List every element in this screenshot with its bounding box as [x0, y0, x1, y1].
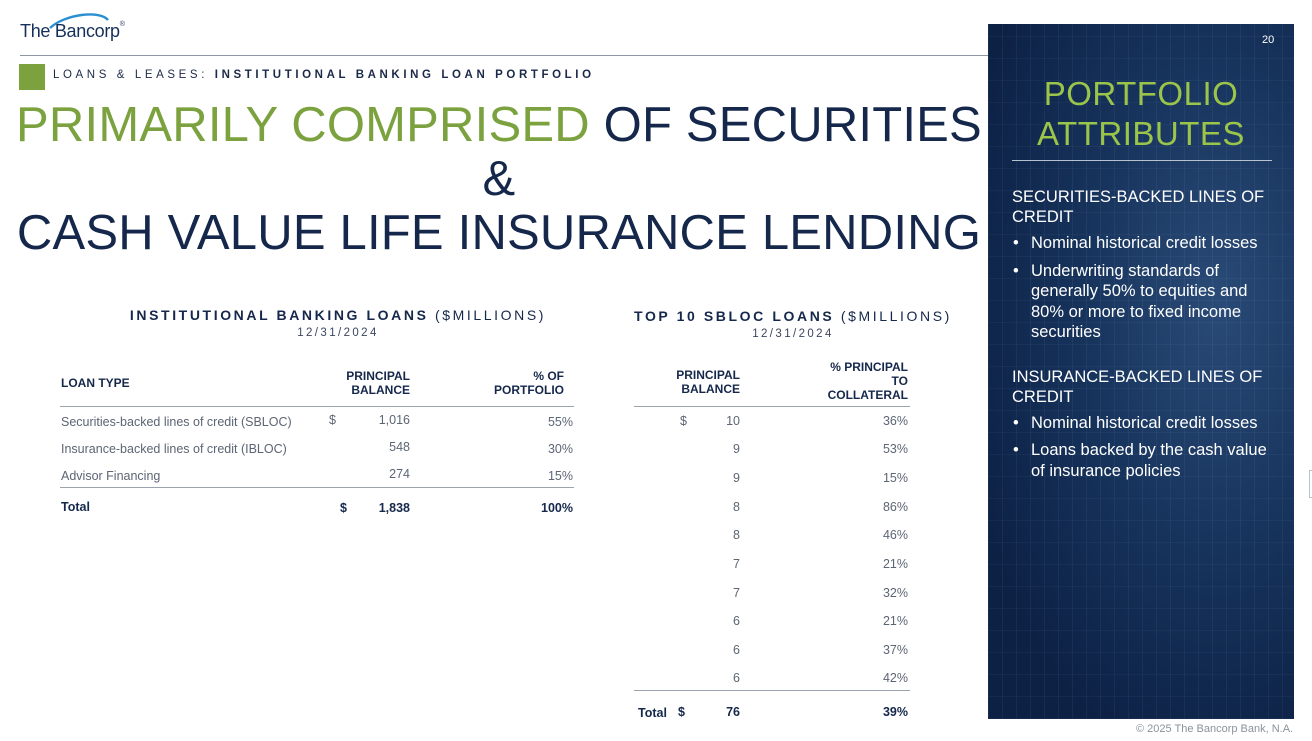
table-row: [640, 671, 910, 685]
bullet-icon: •: [1013, 441, 1019, 459]
table2-row-pct: 21%: [882, 557, 908, 571]
list-item: • Loans backed by the cash value of insurance policies: [1013, 441, 1267, 480]
table2-title-unit: ($MILLIONS): [834, 308, 952, 324]
table2-total-currency: $: [678, 705, 685, 719]
section-prefix: LOANS & LEASES:: [53, 69, 215, 81]
table-row: [640, 528, 910, 542]
portfolio-attributes-panel: [988, 24, 1294, 719]
list-item: • Nominal historical credit losses: [1013, 413, 1258, 432]
page-title: [14, 98, 984, 260]
table1-row1-type: Securities-backed lines of credit (SBLOC): [61, 415, 292, 429]
section-title: INSTITUTIONAL BANKING LOAN PORTFOLIO: [214, 69, 595, 81]
table2-total-balance: 76: [726, 705, 740, 719]
table2-row-pct: 36%: [882, 414, 908, 428]
table1-date: 12/31/2024: [297, 327, 379, 339]
list-item: • Underwriting standards of generally 50% to equities and 80% or more to fixed income securities: [1013, 261, 1248, 341]
table1-row2-type: Insurance-backed lines of credit (IBLOC): [61, 442, 287, 456]
table2-row-pct: 32%: [882, 586, 908, 600]
headline-line1-rest: OF SECURITIES &: [482, 98, 982, 206]
logo-text: The Bancorp: [20, 21, 120, 41]
copyright-notice: © 2025 The Bancorp Bank, N.A.: [1136, 723, 1294, 735]
headline-line2: CASH VALUE LIFE INSURANCE LENDING: [16, 206, 982, 260]
sbloc-heading: SECURITIES-BACKED LINES OF CREDIT: [1012, 188, 1265, 226]
table1-header-loan-type: LOAN TYPE: [61, 376, 130, 390]
table2-date: 12/31/2024: [752, 328, 834, 340]
section-marker: [19, 64, 45, 90]
table1-row2-balance: 548: [389, 440, 410, 454]
table2-row-balance: 10: [726, 414, 740, 428]
sbloc-bullets: [1012, 233, 1282, 343]
table-row: [640, 500, 910, 514]
page-number: 20: [1262, 34, 1275, 46]
table2-row-balance: 9: [733, 442, 740, 456]
panel-divider: [1012, 160, 1272, 161]
table1-total-rule: [60, 487, 574, 488]
list-item: • Nominal historical credit losses: [1013, 234, 1258, 252]
table1-row3-type: Advisor Financing: [61, 469, 161, 483]
table1-row1-pct: 55%: [547, 415, 573, 429]
table2-total-rule: [634, 690, 910, 691]
table2-total-label: Total: [638, 706, 667, 720]
table1-title: [60, 307, 616, 323]
table1-total-pct: 100%: [541, 501, 573, 515]
table2-row-pct: 42%: [882, 671, 908, 685]
table2-row-currency: $: [680, 414, 687, 428]
table-row: [640, 643, 910, 657]
logo-registered-mark: ®: [119, 21, 125, 28]
table1-header-balance: PRINCIPAL BALANCE: [346, 369, 410, 397]
table2-row-pct: 37%: [882, 643, 908, 657]
table2-title-bold: TOP 10 SBLOC LOANS: [634, 308, 835, 324]
bullet-icon: •: [1013, 261, 1019, 280]
table1-row1-currency: $: [329, 413, 336, 427]
table2-row-balance: 9: [733, 471, 740, 485]
table2-row-pct: 86%: [882, 500, 908, 514]
table1-total-label: Total: [61, 500, 90, 514]
table2-header-rule: [634, 406, 910, 407]
table1-row2-pct: 30%: [547, 442, 573, 456]
table2-row-balance: 8: [733, 528, 740, 542]
table-row: [640, 557, 910, 571]
table2-total-pct: 39%: [882, 705, 908, 719]
table2-row-balance: 6: [733, 614, 740, 628]
table1-title-unit: ($MILLIONS): [428, 307, 547, 323]
table-row: [640, 471, 910, 485]
table-row: [640, 414, 910, 428]
table2-row-pct: 46%: [882, 528, 908, 542]
table2-row-balance: 6: [733, 671, 740, 685]
table2-header-balance: PRINCIPAL BALANCE: [676, 368, 740, 396]
headline-highlight: PRIMARILY COMPRISED: [16, 98, 590, 152]
table-row: [640, 586, 910, 600]
table2-title: [630, 308, 956, 324]
table-row: [640, 442, 910, 456]
table1-header-rule: [60, 406, 574, 407]
table2-row-balance: 7: [733, 557, 740, 571]
table2-row-balance: 7: [733, 586, 740, 600]
bullet-icon: •: [1013, 234, 1019, 252]
table1-row3-pct: 15%: [547, 469, 573, 483]
table1-total-currency: $: [340, 501, 347, 515]
table1-title-bold: INSTITUTIONAL BANKING LOANS: [129, 307, 429, 323]
table2-row-balance: 8: [733, 500, 740, 514]
table1-header-pct: % OF PORTFOLIO: [494, 369, 564, 397]
bancorp-logo: [20, 12, 130, 52]
table2-header-pct: % PRINCIPAL TO COLLATERAL: [827, 360, 908, 402]
bullet-icon: •: [1013, 413, 1019, 432]
table1-total-balance: 1,838: [378, 501, 410, 515]
table2-row-pct: 21%: [882, 614, 908, 628]
table-row: [640, 614, 910, 628]
table1-row3-balance: 274: [389, 467, 410, 481]
table1-row1-balance: 1,016: [378, 413, 410, 427]
panel-title: PORTFOLIO ATTRIBUTES: [1037, 75, 1245, 152]
table2-row-balance: 6: [733, 643, 740, 657]
ibloc-bullets: [1012, 413, 1282, 482]
ibloc-heading: INSURANCE-BACKED LINES OF CREDIT: [1012, 367, 1263, 406]
section-label: [53, 69, 595, 81]
table2-row-pct: 15%: [882, 471, 908, 485]
table2-row-pct: 53%: [882, 442, 908, 456]
